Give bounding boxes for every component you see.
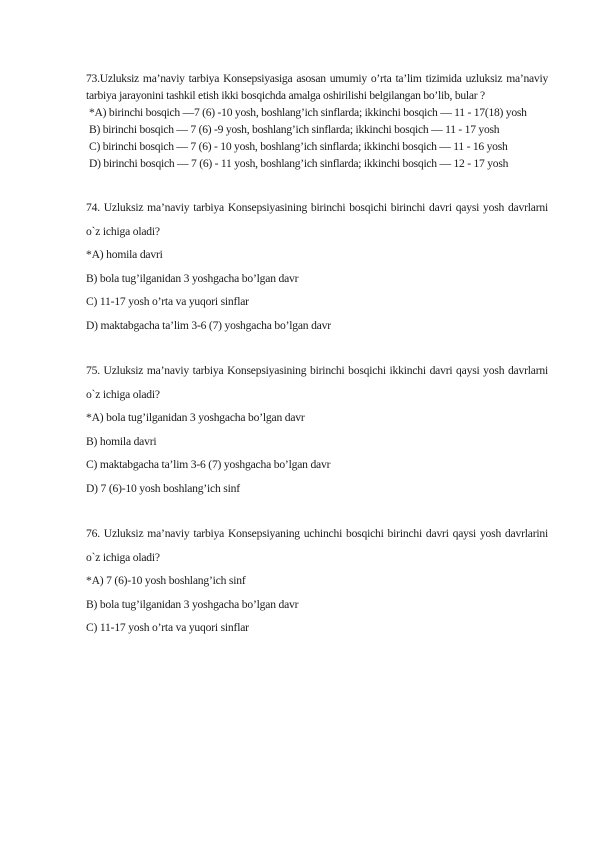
question-73 bbox=[86, 70, 548, 172]
answer-option-c: C) birinchi bosqich — 7 (6) - 10 yosh, boshlang’ich sinflarda; ikkinchi bosqich — 11 - 16 yosh bbox=[89, 140, 508, 153]
answer-option-d: D) birinchi bosqich — 7 (6) - 11 yosh, boshlang’ich sinflarda; ikkinchi bosqich — 12 - 17 yosh bbox=[89, 157, 509, 170]
question-75 bbox=[86, 359, 548, 500]
answer-option-a: *A) 7 (6)-10 yosh boshlang’ich sinf bbox=[86, 574, 246, 587]
answer-option-d: D) 7 (6)-10 yosh boshlang’ich sinf bbox=[86, 481, 240, 495]
question-stem: 73.Uzluksiz ma’naviy tarbiya Konsepsiyasiga asosan umumiy o’rta ta’lim tizimida uzluksiz ma’naviy tarbiya jarayonini tashkil etish ikki bosqichda amalga oshirilishi belgilangan bo’lib, bular ? bbox=[86, 72, 548, 102]
answer-option-b: B) birinchi bosqich — 7 (6) -9 yosh, boshlang’ich sinflarda; ikkinchi bosqich — 11 - 17 yosh bbox=[89, 123, 500, 136]
spacer bbox=[86, 172, 548, 196]
answer-option-b: B) homila davri bbox=[86, 434, 157, 448]
answer-option-a: *A) homila davri bbox=[86, 248, 163, 261]
spacer bbox=[86, 337, 548, 359]
answer-option-d: D) maktabgacha ta’lim 3-6 (7) yoshgacha bo’lgan davr bbox=[86, 318, 331, 332]
question-stem: 75. Uzluksiz ma’naviy tarbiya Konsepsiyasining birinchi bosqichi ikkinchi davri qaysi yosh davrlarni o`z ichiga oladi? bbox=[86, 364, 548, 401]
answer-option-a: *A) birinchi bosqich —7 (6) -10 yosh, boshlang’ich sinflarda; ikkinchi bosqich — 11 - 17(18) yosh bbox=[89, 106, 527, 119]
question-74 bbox=[86, 196, 548, 337]
question-76 bbox=[86, 522, 548, 640]
answer-option-c: C) maktabgacha ta’lim 3-6 (7) yoshgacha bo’lgan davr bbox=[86, 458, 331, 471]
question-stem: 76. Uzluksiz ma’naviy tarbiya Konsepsiyaning uchinchi bosqichi birinchi davri qaysi yosh davrlarini o`z ichiga oladi? bbox=[86, 527, 548, 564]
spacer bbox=[86, 500, 548, 522]
answer-option-b: B) bola tug’ilganidan 3 yoshgacha bo’lgan davr bbox=[86, 271, 299, 285]
document-page bbox=[86, 70, 548, 640]
answer-option-b: B) bola tug’ilganidan 3 yoshgacha bo’lgan davr bbox=[86, 597, 299, 611]
answer-option-c: C) 11-17 yosh o’rta va yuqori sinflar bbox=[86, 621, 249, 634]
answer-option-a: *A) bola tug’ilganidan 3 yoshgacha bo’lgan davr bbox=[86, 411, 305, 424]
answer-option-c: C) 11-17 yosh o’rta va yuqori sinflar bbox=[86, 295, 249, 308]
question-stem: 74. Uzluksiz ma’naviy tarbiya Konsepsiyasining birinchi bosqichi birinchi davri qaysi yosh davrlarni o`z ichiga oladi? bbox=[86, 201, 548, 238]
